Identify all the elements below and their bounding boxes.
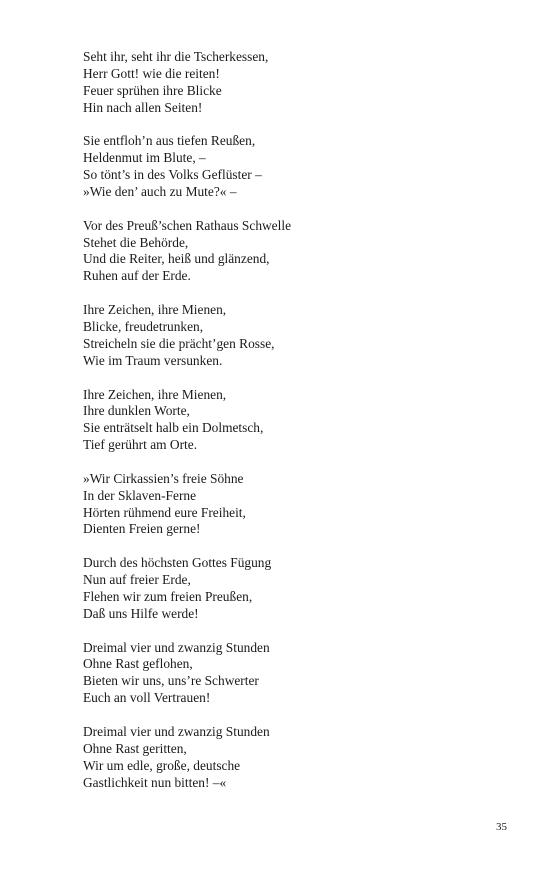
poem-line: Dienten Freien gerne! <box>83 521 201 537</box>
poem-line: Streicheln sie die prächt’gen Rosse, <box>83 335 275 351</box>
poem-line: Ruhen auf der Erde. <box>83 268 191 284</box>
poem-line: Ohne Rast geflohen, <box>83 656 193 672</box>
poem-line: Flehen wir zum freien Preußen, <box>83 588 253 604</box>
poem-line: Hin nach allen Seiten! <box>83 99 203 115</box>
poem-line: Ohne Rast geritten, <box>83 740 187 756</box>
stanza <box>83 302 503 369</box>
poem-line: Seht ihr, seht ihr die Tscherkessen, <box>83 49 269 64</box>
stanza <box>83 724 503 791</box>
poem-line: Blicke, freudetrunken, <box>83 318 204 334</box>
poem-line: Tief gerührt am Orte. <box>83 437 198 453</box>
poem-line: Sie enträtselt halb ein Dolmetsch, <box>83 420 264 436</box>
poem-line: Wir um edle, große, deutsche <box>83 757 241 773</box>
poem-line: Feuer sprühen ihre Blicke <box>83 82 222 98</box>
stanza <box>83 640 503 707</box>
poem-line: Und die Reiter, heiß und glänzend, <box>83 251 270 267</box>
poem-line: Stehet die Behörde, <box>83 234 189 250</box>
poem-line: So tönt’s in des Volks Geflüster – <box>83 167 262 183</box>
stanza <box>83 555 503 622</box>
poem-line: Heldenmut im Blute, – <box>83 150 206 166</box>
poem-line: Euch an voll Vertrauen! <box>83 690 211 706</box>
stanza <box>83 387 503 454</box>
stanza <box>83 133 503 200</box>
poem-line: Dreimal vier und zwanzig Stunden <box>83 639 270 655</box>
stanza <box>83 218 503 285</box>
stanza <box>83 471 503 538</box>
poem-line: Gastlichkeit nun bitten! –« <box>83 774 227 790</box>
poem-line: Herr Gott! wie die reiten! <box>83 65 220 81</box>
poem-line: Durch des höchsten Gottes Fügung <box>83 555 272 571</box>
poem-line: »Wir Cirkassien’s freie Söhne <box>83 470 244 486</box>
poem-line: Daß uns Hilfe werde! <box>83 605 199 621</box>
stanza <box>83 49 503 116</box>
poem-line: Vor des Preuß’schen Rathaus Schwelle <box>83 217 292 233</box>
poem-line: Ihre Zeichen, ihre Mienen, <box>83 302 227 318</box>
poem-line: Wie im Traum versunken. <box>83 352 223 368</box>
poem-line: Bieten wir uns, uns’re Schwerter <box>83 673 259 689</box>
poem-body <box>83 49 503 808</box>
poem-line: »Wie den’ auch zu Mute?« – <box>83 183 237 199</box>
poem-line: Nun auf freier Erde, <box>83 572 191 588</box>
page-number: 35 <box>496 821 507 833</box>
poem-line: Dreimal vier und zwanzig Stunden <box>83 724 270 739</box>
poem-line: In der Sklaven-Ferne <box>83 487 197 503</box>
poem-line: Ihre Zeichen, ihre Mienen, <box>83 386 227 402</box>
poem-line: Hörten rühmend eure Freiheit, <box>83 504 246 520</box>
poem-line: Sie entfloh’n aus tiefen Reußen, <box>83 133 256 149</box>
poem-line: Ihre dunklen Worte, <box>83 403 190 419</box>
